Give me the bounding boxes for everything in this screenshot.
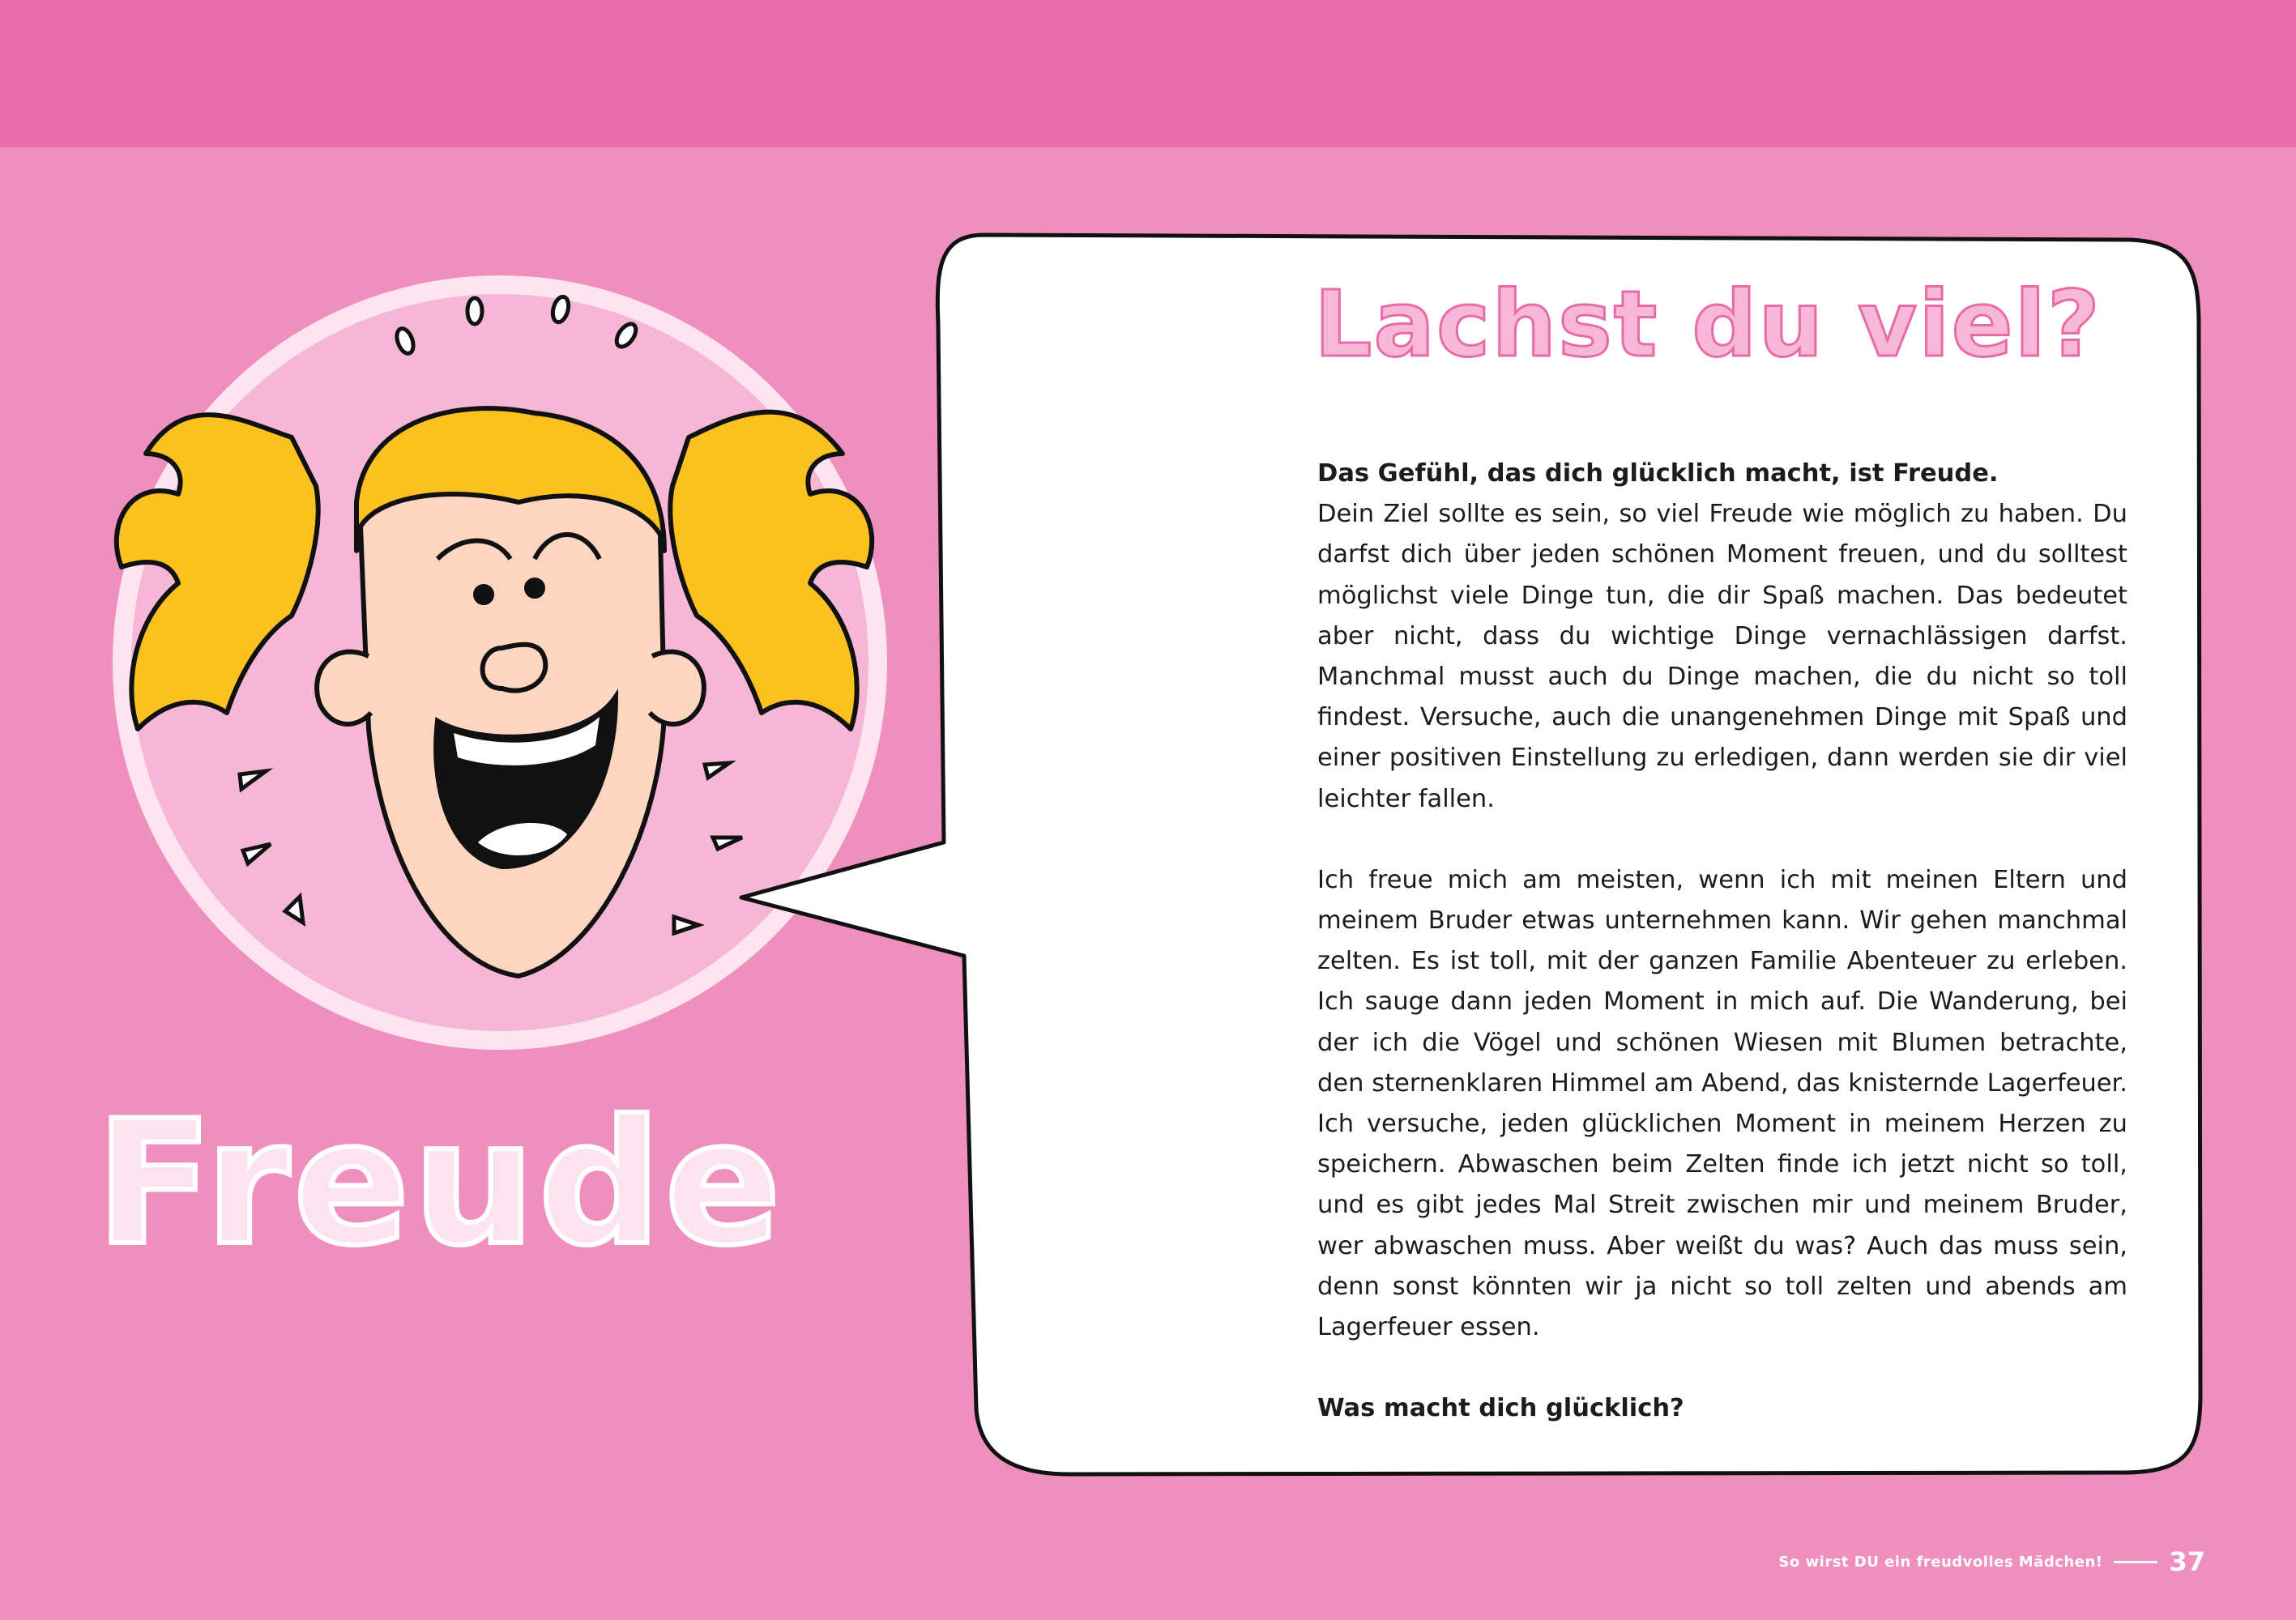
paragraph-1: Dein Ziel sollte es sein, so viel Freude wie möglich zu haben. Du darfst dich über jeden schönen Moment freuen, und du solltest möglichst viele Dinge tun, die dir Spaß machen. Das bedeutet aber nicht, dass du wichtige Dinge vernachlässigen darfst. Manchmal musst auch du Dinge machen, die du nicht so toll findest. Versuche, auch die unangenehmen Dinge mit Spaß und einer positiven Einstellung zu erledigen, dann werden sie dir viel leichter fallen. xyxy=(1317,500,2127,813)
footer-book-title: So wirst DU ein freudvolles Mädchen! xyxy=(1778,1553,2103,1571)
paragraph-2: Ich freue mich am meisten, wenn ich mit meinen Eltern und meinem Bruder etwas unternehmen kann. Wir gehen manchmal zelten. Es ist toll, mit der ganzen Familie Abenteuer zu erleben. Ich sauge dann jeden Moment in mich auf. Die Wanderung, bei der ich die Vögel und schönen Wiesen mit Blumen betrachte, den sternenklaren Himmel am Abend, das knisternde Lagerfeuer. Ich versuche, jeden glücklichen Moment in meinem Herzen zu speichern. Abwaschen beim Zelten finde ich jetzt nicht so toll, und es gibt jedes Mal Streit zwischen mir und meinem Bruder, wer abwaschen muss. Aber weißt du was? Auch das muss sein, denn sonst könnten wir ja nicht so toll zelten und abends am Lagerfeuer essen. xyxy=(1317,865,2127,1342)
paragraph-gap xyxy=(1317,1348,2127,1388)
bubble-heading: Lachst du viel? xyxy=(1314,272,2102,377)
footer xyxy=(1778,1544,2205,1580)
intro-bold: Das Gefühl, das dich glücklich macht, ist Freude. xyxy=(1317,459,1999,488)
chapter-title: Freude xyxy=(96,1083,785,1283)
body-text xyxy=(1317,454,2127,1429)
closing-question: Was macht dich glücklich? xyxy=(1317,1394,1684,1423)
footer-divider xyxy=(2114,1561,2157,1563)
paragraph-gap xyxy=(1317,820,2127,860)
page-number: 37 xyxy=(2169,1546,2205,1577)
